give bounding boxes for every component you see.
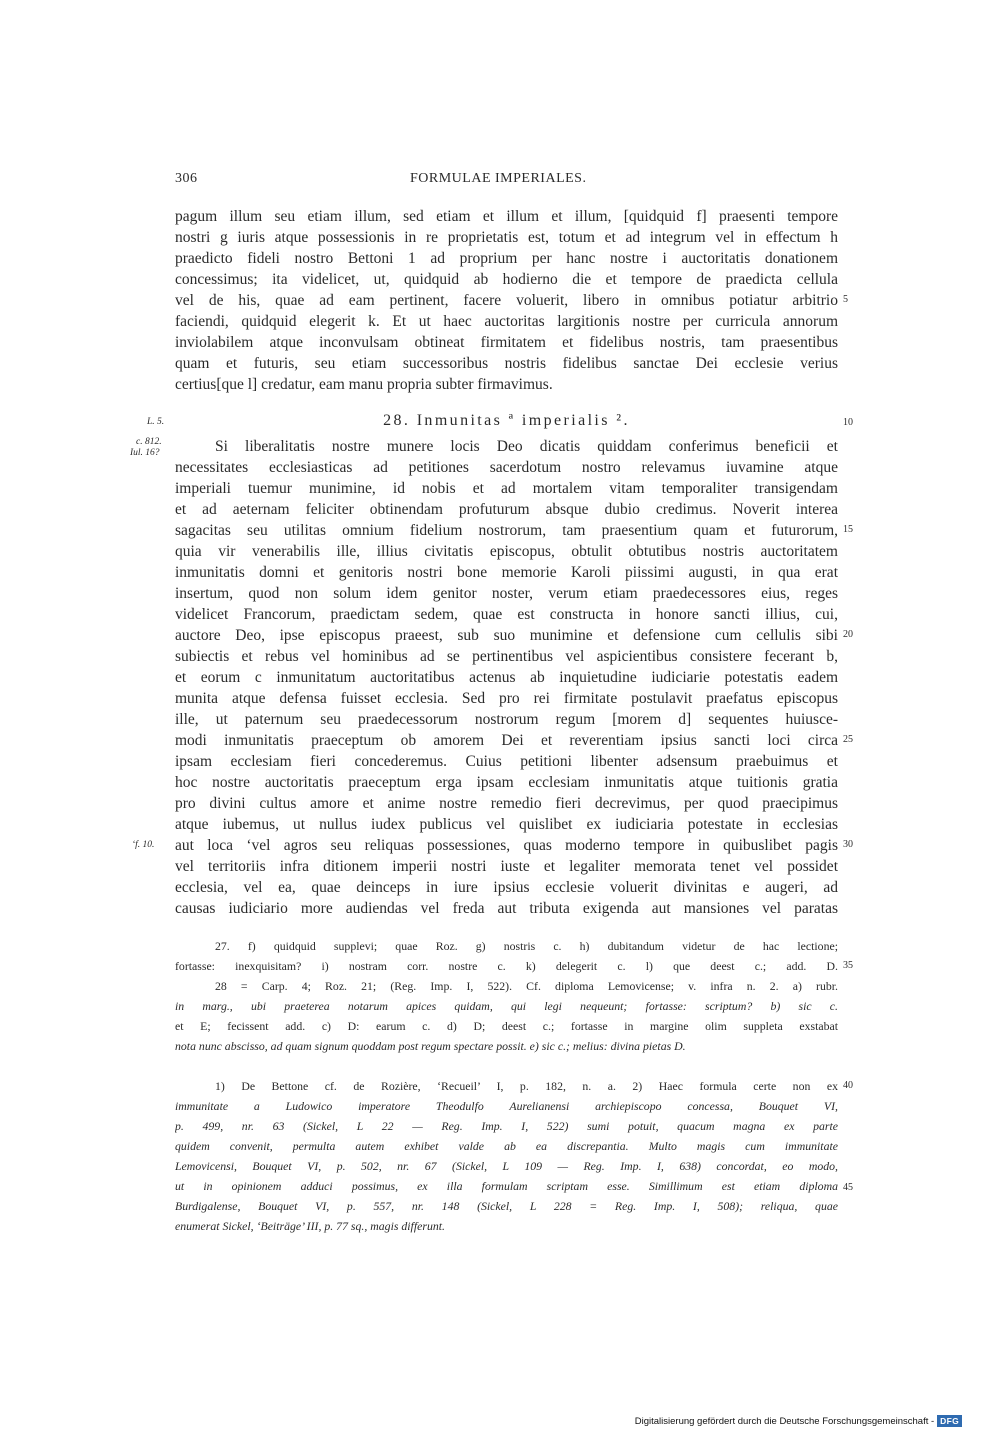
footnote-line: fortasse: inexquisitam? i) nostram corr. nostre c. k) delegerit c. l) que deest c.; add. D. bbox=[175, 959, 838, 973]
text-line: vel de his, quae ad eam pertinent, facere voluerit, libero in omnibus potiatur arbitrio bbox=[175, 292, 838, 309]
text-line: pro divini cultus amore et anime nostre remedio fieri decrevimus, per quod praecipimus bbox=[175, 795, 838, 812]
line-number: 30 bbox=[843, 839, 853, 850]
footnote-line: Burdigalense, Bouquet VI, p. 557, nr. 148 (Sickel, L 228 = Reg. Imp. I, 508); reliqua, quae bbox=[175, 1199, 838, 1213]
text-line: munita atque defensa fuisset ecclesia. Sed pro rei firmitate postulavit praefatus episcopus bbox=[175, 690, 838, 707]
text-line: atque iubemus, ut nullus iudex publicus vel quislibet ex iudiciaria potestate in ecclesias bbox=[175, 816, 838, 833]
margin-note: ‘f. 10. bbox=[132, 840, 155, 850]
footnote-line: 27. f) quidquid supplevi; quae Roz. g) nostris c. h) dubitandum videtur de hac lectione; bbox=[215, 939, 838, 953]
text-line: faciendi, quidquid elegerit k. Et ut haec auctoritas largitionis nostre per curricula annorum bbox=[175, 313, 838, 330]
text-line: videlicet Francorum, praedictam sedem, quae est constructa in honore sancti illius, cui, bbox=[175, 606, 838, 623]
text-line: et eorum c inmunitatum auctoritatibus actenus ab inquietudine iudiciarie potestatis eadem bbox=[175, 669, 838, 686]
line-number: 35 bbox=[843, 960, 853, 971]
text-line: causas iudiciario more audiendas vel freda aut tributa exigenda aut mansiones vel paratas bbox=[175, 900, 838, 917]
text-line: quam et futuris, seu etiam successoribus nostris fidelibus sanctae Dei ecclesie verius bbox=[175, 355, 838, 372]
footnote-line: enumerat Sickel, ‘Beiträge’ III, p. 77 sq., magis differunt. bbox=[175, 1219, 445, 1233]
text-line: inmunitatis domni et genitoris nostri bone memorie Karoli piissimi augusti, in qua erat bbox=[175, 564, 838, 581]
text-line: quia vir venerabilis ille, illius civitatis episcopus, obtulit obtutibus nostris auctoritatem bbox=[175, 543, 838, 560]
line-number: 25 bbox=[843, 734, 853, 745]
section-title: 28. Inmunitas ª imperialis ². bbox=[383, 412, 630, 429]
text-line: Si liberalitatis nostre munere locis Deo dicatis quiddam conferimus beneficii et bbox=[215, 438, 838, 455]
text-line: certius[que l] credatur, eam manu propria subter firmavimus. bbox=[175, 376, 553, 393]
text-line: imperiali tuemur munimine, id nobis et ad mortalem vitam temporaliter transigendam bbox=[175, 480, 838, 497]
text-line: necessitates ecclesiasticas ad petitiones sacerdotum nostro relevamus iuvamine atque bbox=[175, 459, 838, 476]
text-line: ipsam ecclesiam fieri concederemus. Cuius petitioni libenter adsensum praebuimus et bbox=[175, 753, 838, 770]
line-number: 20 bbox=[843, 629, 853, 640]
text-line: auctore Deo, ipse episcopus praeest, sub suo munimine et defensione cum cellulis sibi bbox=[175, 627, 838, 644]
text-line: insertum, quod non solum idem genitor noster, verum etiam praedecessores eius, reges bbox=[175, 585, 838, 602]
footnote-line: et E; fecissent add. c) D: earum c. d) D; deest c.; fortasse in margine olim suppleta exstabat bbox=[175, 1019, 838, 1033]
text-line: hoc nostre auctoritatis praeceptum erga ipsam ecclesiam inmunitatis atque tuitionis gratia bbox=[175, 774, 838, 791]
line-number: 40 bbox=[843, 1080, 853, 1091]
footnote-line: Lemovicensi, Bouquet VI, p. 502, nr. 67 (Sickel, L 109 — Reg. Imp. I, 638) concordat, eo modo, bbox=[175, 1159, 838, 1173]
footnote-line: nota nunc abscisso, ad quam signum quoddam post regum spectare possit. e) sic c.; melius: divina pietas D. bbox=[175, 1039, 686, 1053]
text-line: praedicto fideli nostro Bettoni 1 ad proprium per hanc nostre i auctoritatis donationem bbox=[175, 250, 838, 267]
text-line: modi inmunitatis praeceptum ob amorem Dei et reverentiam ipsius sancti loci circa bbox=[175, 732, 838, 749]
text-line: et ad aeternam feliciter obtinendam profuturum absque dubio credimus. Noverit interea bbox=[175, 501, 838, 518]
text-line: nostri g iuris atque possessionis in re proprietatis est, totum et ad integrum vel in effectum h bbox=[175, 229, 838, 246]
line-number: 10 bbox=[843, 417, 853, 428]
footnote-line: p. 499, nr. 63 (Sickel, L 22 — Reg. Imp. I, 522) sumi potuit, quacum magna ex parte bbox=[175, 1119, 838, 1133]
text-line: aut loca ‘vel agros seu reliquas possessiones, quas moderno tempore in quibuslibet pagis bbox=[175, 837, 838, 854]
footnote-line: 1) De Bettone cf. de Rozière, ‘Recueil’ I, p. 182, n. a. 2) Haec formula certe non ex bbox=[215, 1079, 838, 1093]
text-line: vel territoriis infra ditionem imperii nostri iuste et legaliter memorata tenet vel possidet bbox=[175, 858, 838, 875]
footnote-line: immunitate a Ludowico imperatore Theodulfo Aurelianensi archiepiscopo concessa, Bouquet VI, bbox=[175, 1099, 838, 1113]
margin-note: L. 5. bbox=[147, 417, 165, 427]
text-line: concessimus; ita videlicet, ut, quidquid ab hodierno die et tempore de praedicta cellula bbox=[175, 271, 838, 288]
text-line: ecclesia, vel ea, quae deinceps in iure ipsius ecclesie voluerit divinitas e augeri, ad bbox=[175, 879, 838, 896]
text-line: inviolabilem atque inconvulsam obtineat firmitatem et fidelibus nostris, tam praesentibus bbox=[175, 334, 838, 351]
footnote-line: ut in opinionem adduci possimus, ex illa formulam scriptam esse. Simillimum est etiam diploma bbox=[175, 1179, 838, 1193]
margin-note: c. 812. bbox=[136, 437, 162, 447]
text-line: ille, ut paternum seu praedecessorum nostrorum regum [morem d] sequentes huiusce- bbox=[175, 711, 838, 728]
text-line: sagacitas seu utilitas omnium fidelium nostrorum, tam praesentium quam et futurorum, bbox=[175, 522, 838, 539]
text-line: pagum illum seu etiam illum, sed etiam et illum et illum, [quidquid f] praesenti tempore bbox=[175, 208, 838, 225]
line-number: 45 bbox=[843, 1182, 853, 1193]
footnote-line: quidem convenit, permulta autem exhibet valde ab ea discrepantia. Multo magis cum immunitate bbox=[175, 1139, 838, 1153]
line-number: 5 bbox=[843, 294, 848, 305]
text-line: subiectis et rebus vel hominibus ad se pertinentibus vel aspicientibus consistere fecerant b, bbox=[175, 648, 838, 665]
running-title: FORMULAE IMPERIALES. bbox=[410, 171, 587, 186]
digitization-footer bbox=[635, 1415, 962, 1427]
margin-note: Iul. 16? bbox=[130, 448, 160, 458]
funding-notice: Digitalisierung gefördert durch die Deutsche Forschungsgemeinschaft - bbox=[634, 1415, 935, 1427]
page-number: 306 bbox=[175, 171, 198, 186]
line-number: 15 bbox=[843, 524, 853, 535]
dfg-logo-icon: DFG bbox=[937, 1415, 962, 1427]
footnote-line: in marg., ubi praeterea notarum apices quidam, qui legi nequeunt; fortasse: scriptum? b) sic c. bbox=[175, 999, 838, 1013]
footnote-line: 28 = Carp. 4; Roz. 21; (Reg. Imp. I, 522). Cf. diploma Lemovicense; v. infra n. 2. a) rubr. bbox=[215, 979, 838, 993]
